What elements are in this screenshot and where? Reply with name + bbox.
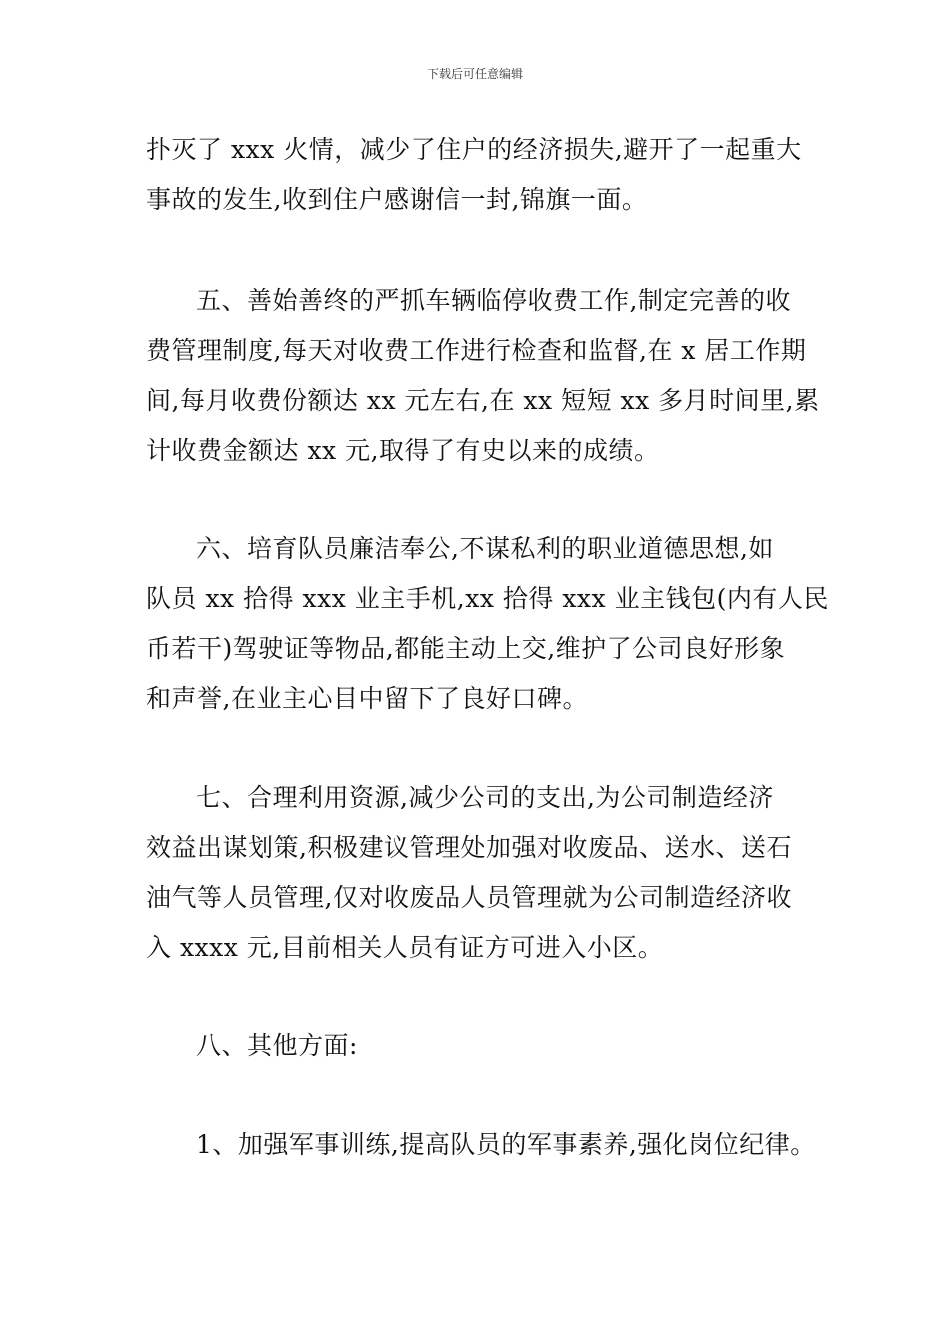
text-line: 队员 xx 拾得 xxx 业主手机,xx 拾得 xxx 业主钱包(内有人民 bbox=[146, 584, 829, 613]
text-line: 费管理制度,每天对收费工作进行检查和监督,在 x 居工作期 bbox=[146, 336, 807, 365]
text-line: 六、培育队员廉洁奉公,不谋私利的职业道德思想,如 bbox=[196, 534, 774, 563]
text-line: 1、加强军事训练,提高队员的军事素养,强化岗位纪律。 bbox=[196, 1130, 816, 1159]
text-line: 八、其他方面: bbox=[196, 1031, 358, 1060]
paragraph-section-seven bbox=[146, 773, 826, 973]
text-line: 和声誉,在业主心目中留下了良好口碑。 bbox=[146, 684, 588, 713]
text-line: 事故的发生,收到住户感谢信一封,锦旗一面。 bbox=[146, 185, 648, 214]
page-header: 下载后可任意编辑 bbox=[426, 67, 523, 81]
text-line: 间,每月收费份额达 xx 元左右,在 xx 短短 xx 多月时间里,累 bbox=[146, 386, 820, 415]
paragraph-section-six bbox=[146, 524, 829, 724]
text-line: 七、合理利用资源,减少公司的支出,为公司制造经济 bbox=[196, 783, 774, 812]
text-line: 币若干)驾驶证等物品,都能主动上交,维护了公司良好形象 bbox=[146, 634, 786, 663]
text-line: 五、善始善终的严抓车辆临停收费工作,制定完善的收 bbox=[196, 286, 791, 315]
text-line: 扑灭了 xxx 火情，减少了住户的经济损失,避开了一起重大 bbox=[146, 135, 802, 164]
text-line: 油气等人员管理,仅对收废品人员管理就为公司制造经济收 bbox=[146, 883, 792, 912]
text-line: 入 xxxx 元,目前相关人员有证方可进入小区。 bbox=[146, 933, 664, 962]
paragraph-section-eight-heading bbox=[146, 1021, 826, 1071]
text-line: 效益出谋划策,积极建议管理处加强对收废品、送水、送石 bbox=[146, 833, 792, 862]
paragraph-fire-rescue bbox=[146, 125, 826, 225]
paragraph-section-five bbox=[146, 276, 826, 476]
text-line: 计收费金额达 xx 元,取得了有史以来的成绩。 bbox=[146, 436, 660, 465]
paragraph-item-one bbox=[146, 1120, 826, 1170]
